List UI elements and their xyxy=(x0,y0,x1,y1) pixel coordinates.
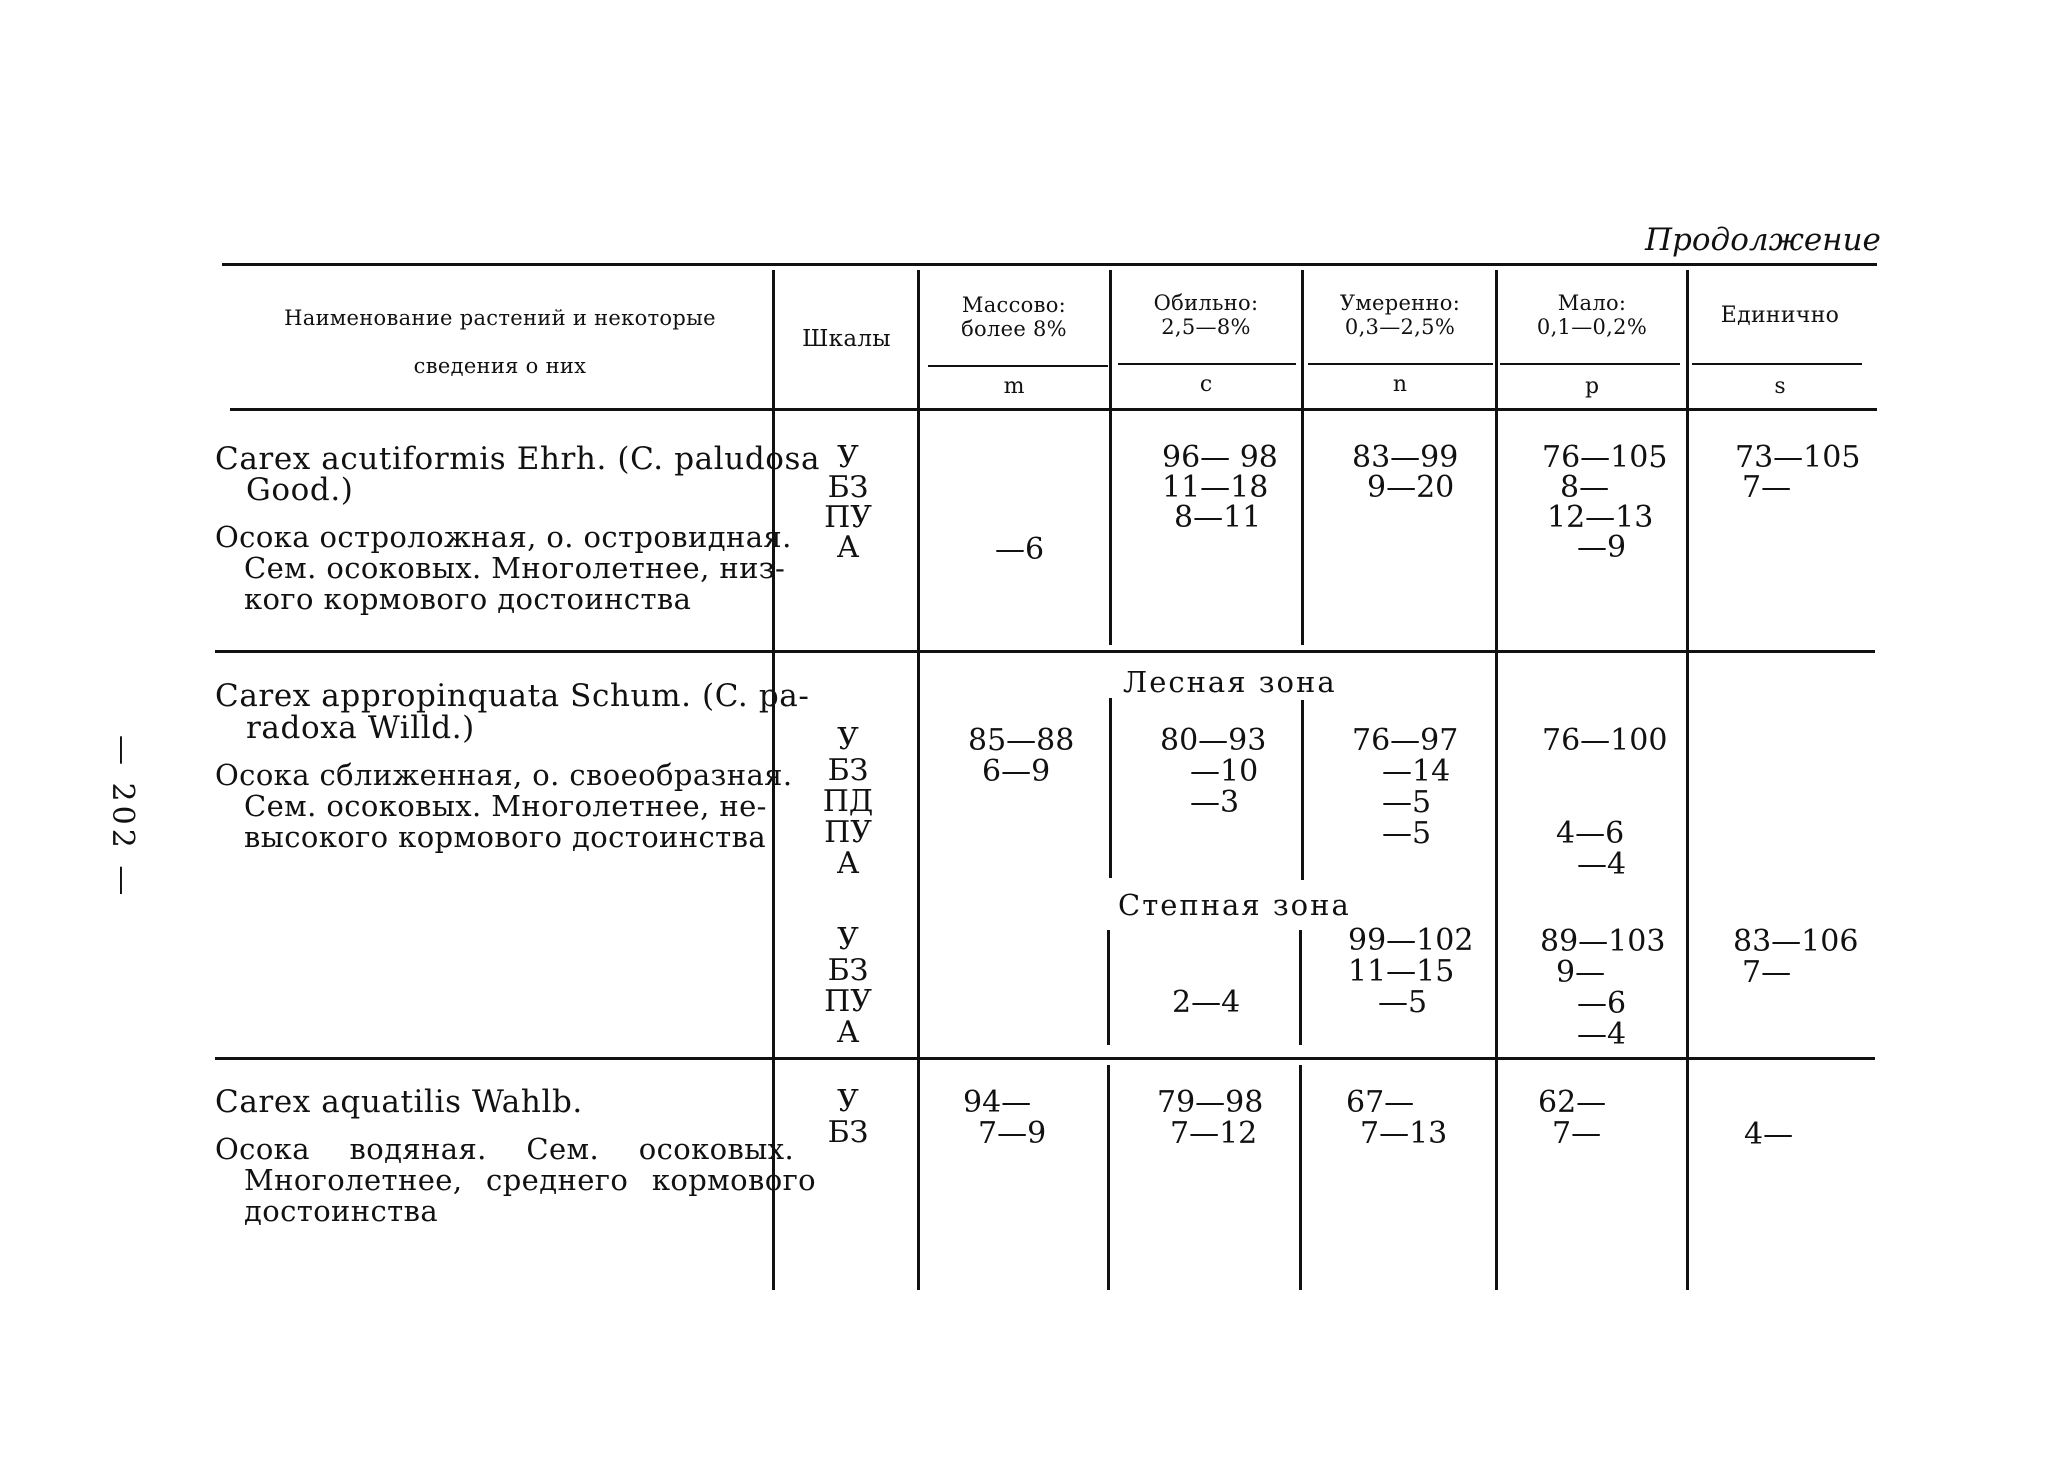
subhdr-rule-p xyxy=(1500,363,1680,365)
row1-p-cell: —9 xyxy=(1577,530,1627,565)
row1-s-cell: 7— xyxy=(1742,470,1792,505)
row2-steppe-n-cell: 11—15 xyxy=(1348,954,1455,989)
row1-bottom-rule xyxy=(215,650,1875,653)
row1-s-cell: 73—105 xyxy=(1735,440,1861,475)
row3-desc-line3: достоинства xyxy=(244,1194,439,1228)
row1-n-cell: 9—20 xyxy=(1367,470,1455,505)
col-rule-5 xyxy=(1495,270,1498,1290)
header-n-code: n xyxy=(1392,372,1408,397)
col-rule-3d xyxy=(1107,1065,1110,1290)
row3-s-cell: 4— xyxy=(1744,1117,1794,1152)
col-rule-2 xyxy=(917,270,920,1290)
row2-latin-line2: radoxa Willd.) xyxy=(246,710,475,746)
row1-desc-line1: Осока остроложная, о. островидная. xyxy=(215,520,792,554)
row2-steppe-s-cell: 83—106 xyxy=(1733,924,1859,959)
row2-steppe-scale: ПУ xyxy=(824,984,872,1019)
header-m-title2: более 8% xyxy=(961,317,1067,341)
row3-m-cell: 7—9 xyxy=(978,1116,1047,1151)
subhdr-rule-c xyxy=(1118,363,1296,365)
row2-forest-scale: У xyxy=(837,722,859,757)
row2-forest-n-cell: —14 xyxy=(1382,754,1451,789)
zone-title-steppe: Степная зона xyxy=(1118,888,1351,922)
continuation-label: Продолжение xyxy=(1645,222,1881,258)
header-name-line1: Наименование растений и некоторые xyxy=(284,306,716,330)
row2-forest-m-cell: 6—9 xyxy=(982,754,1051,789)
row3-scale: БЗ xyxy=(827,1115,869,1150)
row2-steppe-scale: У xyxy=(837,922,859,957)
row2-desc-line3: высокого кормового достоинства xyxy=(244,820,767,854)
row1-c-cell: 8—11 xyxy=(1174,500,1262,535)
header-m-title1: Массово: xyxy=(961,293,1067,317)
row1-latin-line2: Good.) xyxy=(246,472,354,508)
row1-scale: БЗ xyxy=(827,470,869,505)
row3-p-cell: 62— xyxy=(1538,1085,1607,1120)
table-top-rule xyxy=(222,263,1877,266)
subhdr-rule-m xyxy=(928,365,1108,367)
row1-scale: ПУ xyxy=(824,500,872,535)
col-rule-6 xyxy=(1686,270,1689,1290)
header-c-title1: Обильно: xyxy=(1153,291,1259,315)
header-p-title2: 0,1—0,2% xyxy=(1536,315,1648,339)
row2-forest-c-cell: —3 xyxy=(1190,785,1240,820)
row3-m-cell: 94— xyxy=(963,1085,1032,1120)
header-name-line2: сведения о них xyxy=(413,354,587,378)
row2-forest-n-cell: —5 xyxy=(1382,785,1432,820)
row2-forest-scale: БЗ xyxy=(827,753,869,788)
row3-n-cell: 7—13 xyxy=(1360,1116,1448,1151)
row3-latin-line1: Carex aquatilis Wahlb. xyxy=(215,1084,583,1120)
zone-title-forest: Лесная зона xyxy=(1123,665,1337,699)
row2-latin-line1: Carex appropinquata Schum. (C. pa- xyxy=(215,678,810,714)
header-p-code: p xyxy=(1584,374,1600,399)
row1-p-cell: 12—13 xyxy=(1547,500,1654,535)
row2-steppe-c-cell: 2—4 xyxy=(1172,985,1241,1020)
row3-p-cell: 7— xyxy=(1552,1116,1602,1151)
col-rule-4c xyxy=(1299,930,1302,1045)
col-rule-4d xyxy=(1299,1065,1302,1290)
subhdr-rule-s xyxy=(1692,363,1862,365)
row2-forest-c-cell: 80—93 xyxy=(1160,723,1267,758)
header-p-title1: Мало: xyxy=(1557,291,1627,315)
row1-c-cell: 11—18 xyxy=(1162,470,1269,505)
col-rule-3b xyxy=(1109,698,1112,878)
row2-steppe-p-cell: 9— xyxy=(1556,955,1606,990)
row3-c-cell: 7—12 xyxy=(1170,1116,1258,1151)
row2-desc-line2: Сем. осоковых. Многолетнее, не- xyxy=(244,789,767,823)
row1-desc-line3: кого кормового достоинства xyxy=(244,582,692,616)
header-c-code: c xyxy=(1199,372,1213,397)
row2-steppe-p-cell: 89—103 xyxy=(1540,924,1666,959)
header-n-title2: 0,3—2,5% xyxy=(1344,315,1456,339)
col-rule-3c xyxy=(1107,930,1110,1045)
row1-scale: А xyxy=(836,530,860,565)
col-rule-4b xyxy=(1301,700,1304,880)
header-s-title1: Единично xyxy=(1720,303,1840,328)
header-scales: Шкалы xyxy=(802,326,891,352)
row2-bottom-rule xyxy=(215,1057,1875,1060)
row2-steppe-scale: А xyxy=(836,1015,860,1050)
row2-forest-c-cell: —10 xyxy=(1190,754,1259,789)
row2-forest-scale: ПУ xyxy=(824,815,872,850)
row2-forest-p-cell: 76—100 xyxy=(1542,723,1668,758)
subhdr-rule-n xyxy=(1308,363,1493,365)
row3-n-cell: 67— xyxy=(1346,1085,1415,1120)
header-n-title1: Умеренно: xyxy=(1339,291,1461,315)
row2-forest-scale: ПД xyxy=(822,784,874,819)
row2-steppe-n-cell: 99—102 xyxy=(1348,923,1474,958)
row2-steppe-s-cell: 7— xyxy=(1742,955,1792,990)
header-s-code: s xyxy=(1774,374,1786,399)
row1-desc-line2: Сем. осоковых. Многолетнее, низ- xyxy=(244,551,786,585)
page-number: — 202 — xyxy=(105,735,140,900)
row2-forest-n-cell: —5 xyxy=(1382,816,1432,851)
row3-desc-line2: Многолетнее, среднего кормового xyxy=(244,1163,817,1197)
header-bottom-rule xyxy=(230,408,1877,411)
row1-n-cell: 83—99 xyxy=(1352,440,1459,475)
row2-forest-m-cell: 85—88 xyxy=(968,723,1075,758)
row1-scale: У xyxy=(837,440,859,475)
row1-c-cell: 96— 98 xyxy=(1162,440,1278,475)
row1-m-cell: —6 xyxy=(995,532,1045,567)
header-m-code: m xyxy=(1003,374,1025,399)
row1-latin-line1: Carex acutiformis Ehrh. (C. paludosa xyxy=(215,441,821,477)
row2-forest-scale: А xyxy=(836,846,860,881)
row2-steppe-scale: БЗ xyxy=(827,953,869,988)
row1-p-cell: 8— xyxy=(1560,470,1610,505)
header-c-title2: 2,5—8% xyxy=(1161,315,1251,339)
row2-steppe-n-cell: —5 xyxy=(1378,985,1428,1020)
row2-steppe-p-cell: —6 xyxy=(1577,986,1627,1021)
row2-forest-p-cell: —4 xyxy=(1577,847,1627,882)
row3-c-cell: 79—98 xyxy=(1157,1085,1264,1120)
row2-forest-p-cell: 4—6 xyxy=(1556,816,1625,851)
row3-scale: У xyxy=(837,1084,859,1119)
row3-desc-line1: Осока водяная. Сем. осоковых. xyxy=(215,1132,795,1166)
row1-p-cell: 76—105 xyxy=(1542,440,1668,475)
row2-forest-n-cell: 76—97 xyxy=(1352,723,1459,758)
row2-steppe-p-cell: —4 xyxy=(1577,1017,1627,1052)
row2-desc-line1: Осока сближенная, о. своеобразная. xyxy=(215,758,793,792)
